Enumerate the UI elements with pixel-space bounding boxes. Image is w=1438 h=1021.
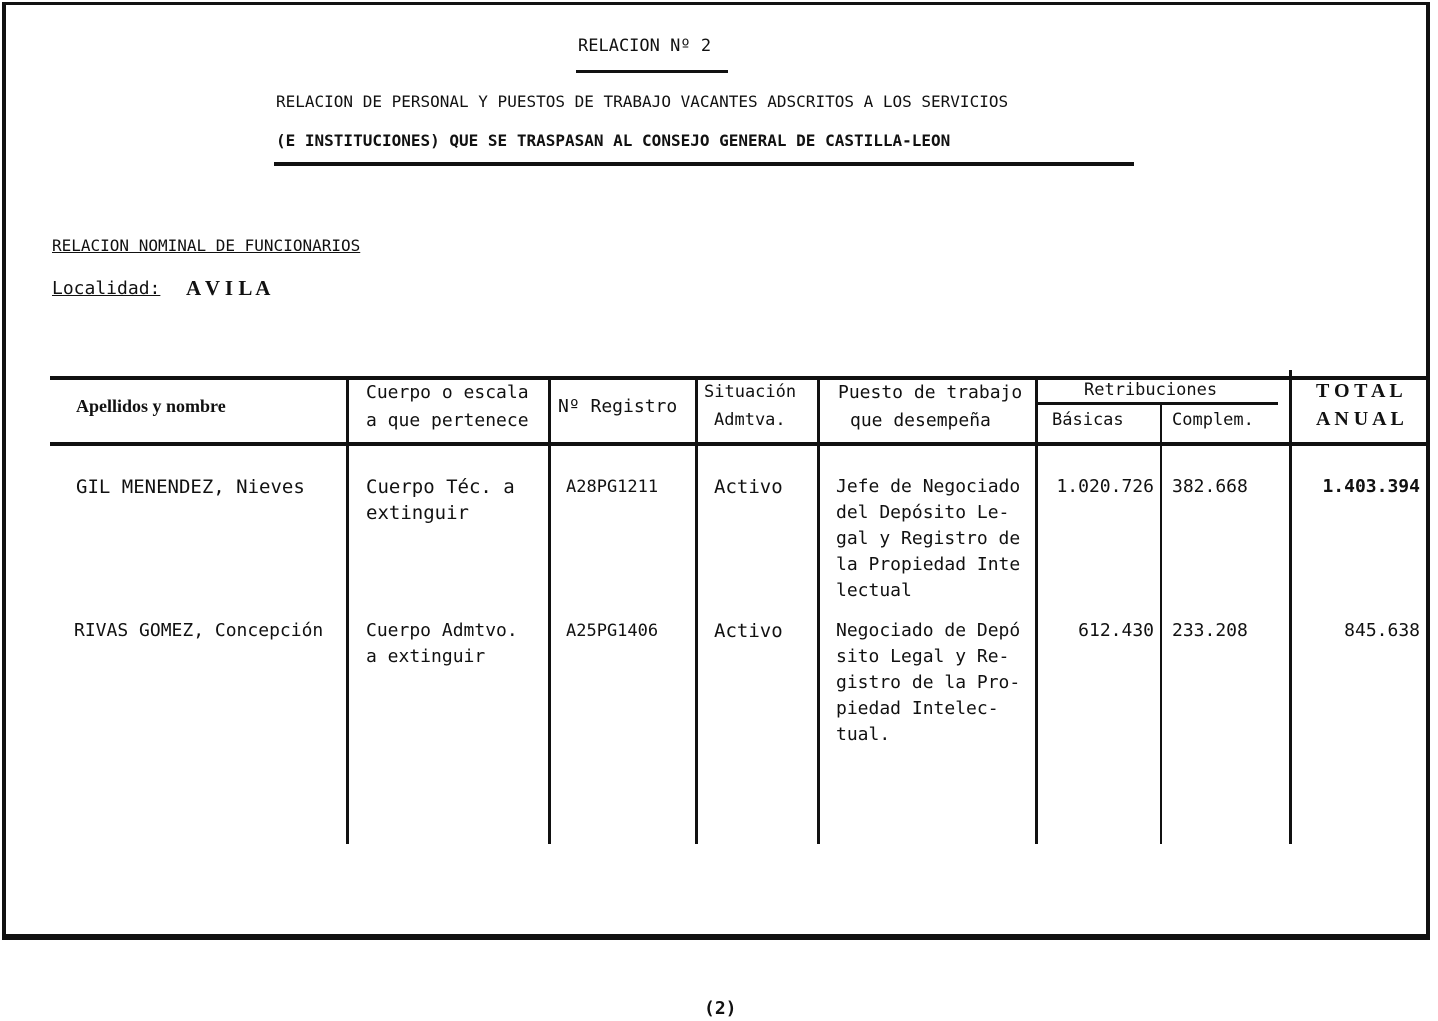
row-1-total: 1.403.394 <box>1322 476 1420 497</box>
row-2-cuerpo: Cuerpo Admtvo. a extinguir <box>366 620 518 667</box>
row-2-situacion: Activo <box>714 620 783 642</box>
header-complem: Complem. <box>1172 410 1254 430</box>
column-divider-6 <box>1160 402 1162 844</box>
header-situacion-1: Situación <box>704 382 797 402</box>
title-underline <box>576 70 728 73</box>
subtitle-line-2: (E INSTITUCIONES) QUE SE TRASPASAN AL CONSEJO GENERAL DE CASTILLA-LEON <box>276 131 951 150</box>
table-header-rule <box>50 442 1428 446</box>
row-2-total: 845.638 <box>1344 620 1420 641</box>
column-divider-1 <box>346 376 349 844</box>
column-divider-4 <box>817 376 820 844</box>
header-registro: Nº Registro <box>558 396 678 417</box>
row-1-basicas: 1.020.726 <box>1056 476 1154 497</box>
row-1-puesto: Jefe de Negociado del Depósito Le- gal y Registro de la Propiedad Inte lectual <box>836 476 1021 601</box>
header-cuerpo-1: Cuerpo o escala <box>366 382 529 403</box>
header-total-2: A N U A L <box>1316 408 1404 430</box>
column-divider-3 <box>695 376 698 844</box>
subtitle-rule <box>274 162 1134 166</box>
row-1-situacion: Activo <box>714 476 783 498</box>
header-retribuciones: Retribuciones <box>1084 380 1218 400</box>
row-1-name: GIL MENENDEZ, Nieves <box>76 476 305 498</box>
table-top-rule <box>50 376 1428 380</box>
page-number: (2) <box>704 998 737 1019</box>
row-2-basicas: 612.430 <box>1078 620 1154 641</box>
header-puesto-2: que desempeña <box>850 410 991 431</box>
document-title: RELACION Nº 2 <box>578 36 712 56</box>
column-divider-5 <box>1035 376 1038 844</box>
header-basicas: Básicas <box>1052 410 1124 430</box>
column-divider-7 <box>1289 370 1292 844</box>
locality-label: Localidad: <box>52 278 161 299</box>
row-1-registro: A28PG1211 <box>566 477 659 497</box>
row-2-registro: A25PG1406 <box>566 621 659 641</box>
row-1-complem: 382.668 <box>1172 476 1248 497</box>
subtitle-line-1: RELACION DE PERSONAL Y PUESTOS DE TRABAJO VACANTES ADSCRITOS A LOS SERVICIOS <box>276 92 1009 111</box>
row-2-puesto: Negociado de Depó sito Legal y Re- gistro de la Pro- piedad Intelec- tual. <box>836 620 1021 745</box>
row-2-name: RIVAS GOMEZ, Concepción <box>74 620 324 641</box>
header-total-1: T O T A L <box>1316 380 1403 402</box>
header-situacion-2: Admtva. <box>714 410 786 430</box>
section-heading: RELACION NOMINAL DE FUNCIONARIOS <box>52 236 361 255</box>
header-cuerpo-2: a que pertenece <box>366 410 529 431</box>
header-puesto-1: Puesto de trabajo <box>838 382 1023 403</box>
retribuciones-rule <box>1038 402 1278 405</box>
row-1-cuerpo: Cuerpo Téc. a extinguir <box>366 476 515 524</box>
row-2-complem: 233.208 <box>1172 620 1248 641</box>
locality-value: A V I L A <box>186 276 271 300</box>
column-divider-2 <box>548 376 551 844</box>
header-name: Apellidos y nombre <box>76 396 226 416</box>
